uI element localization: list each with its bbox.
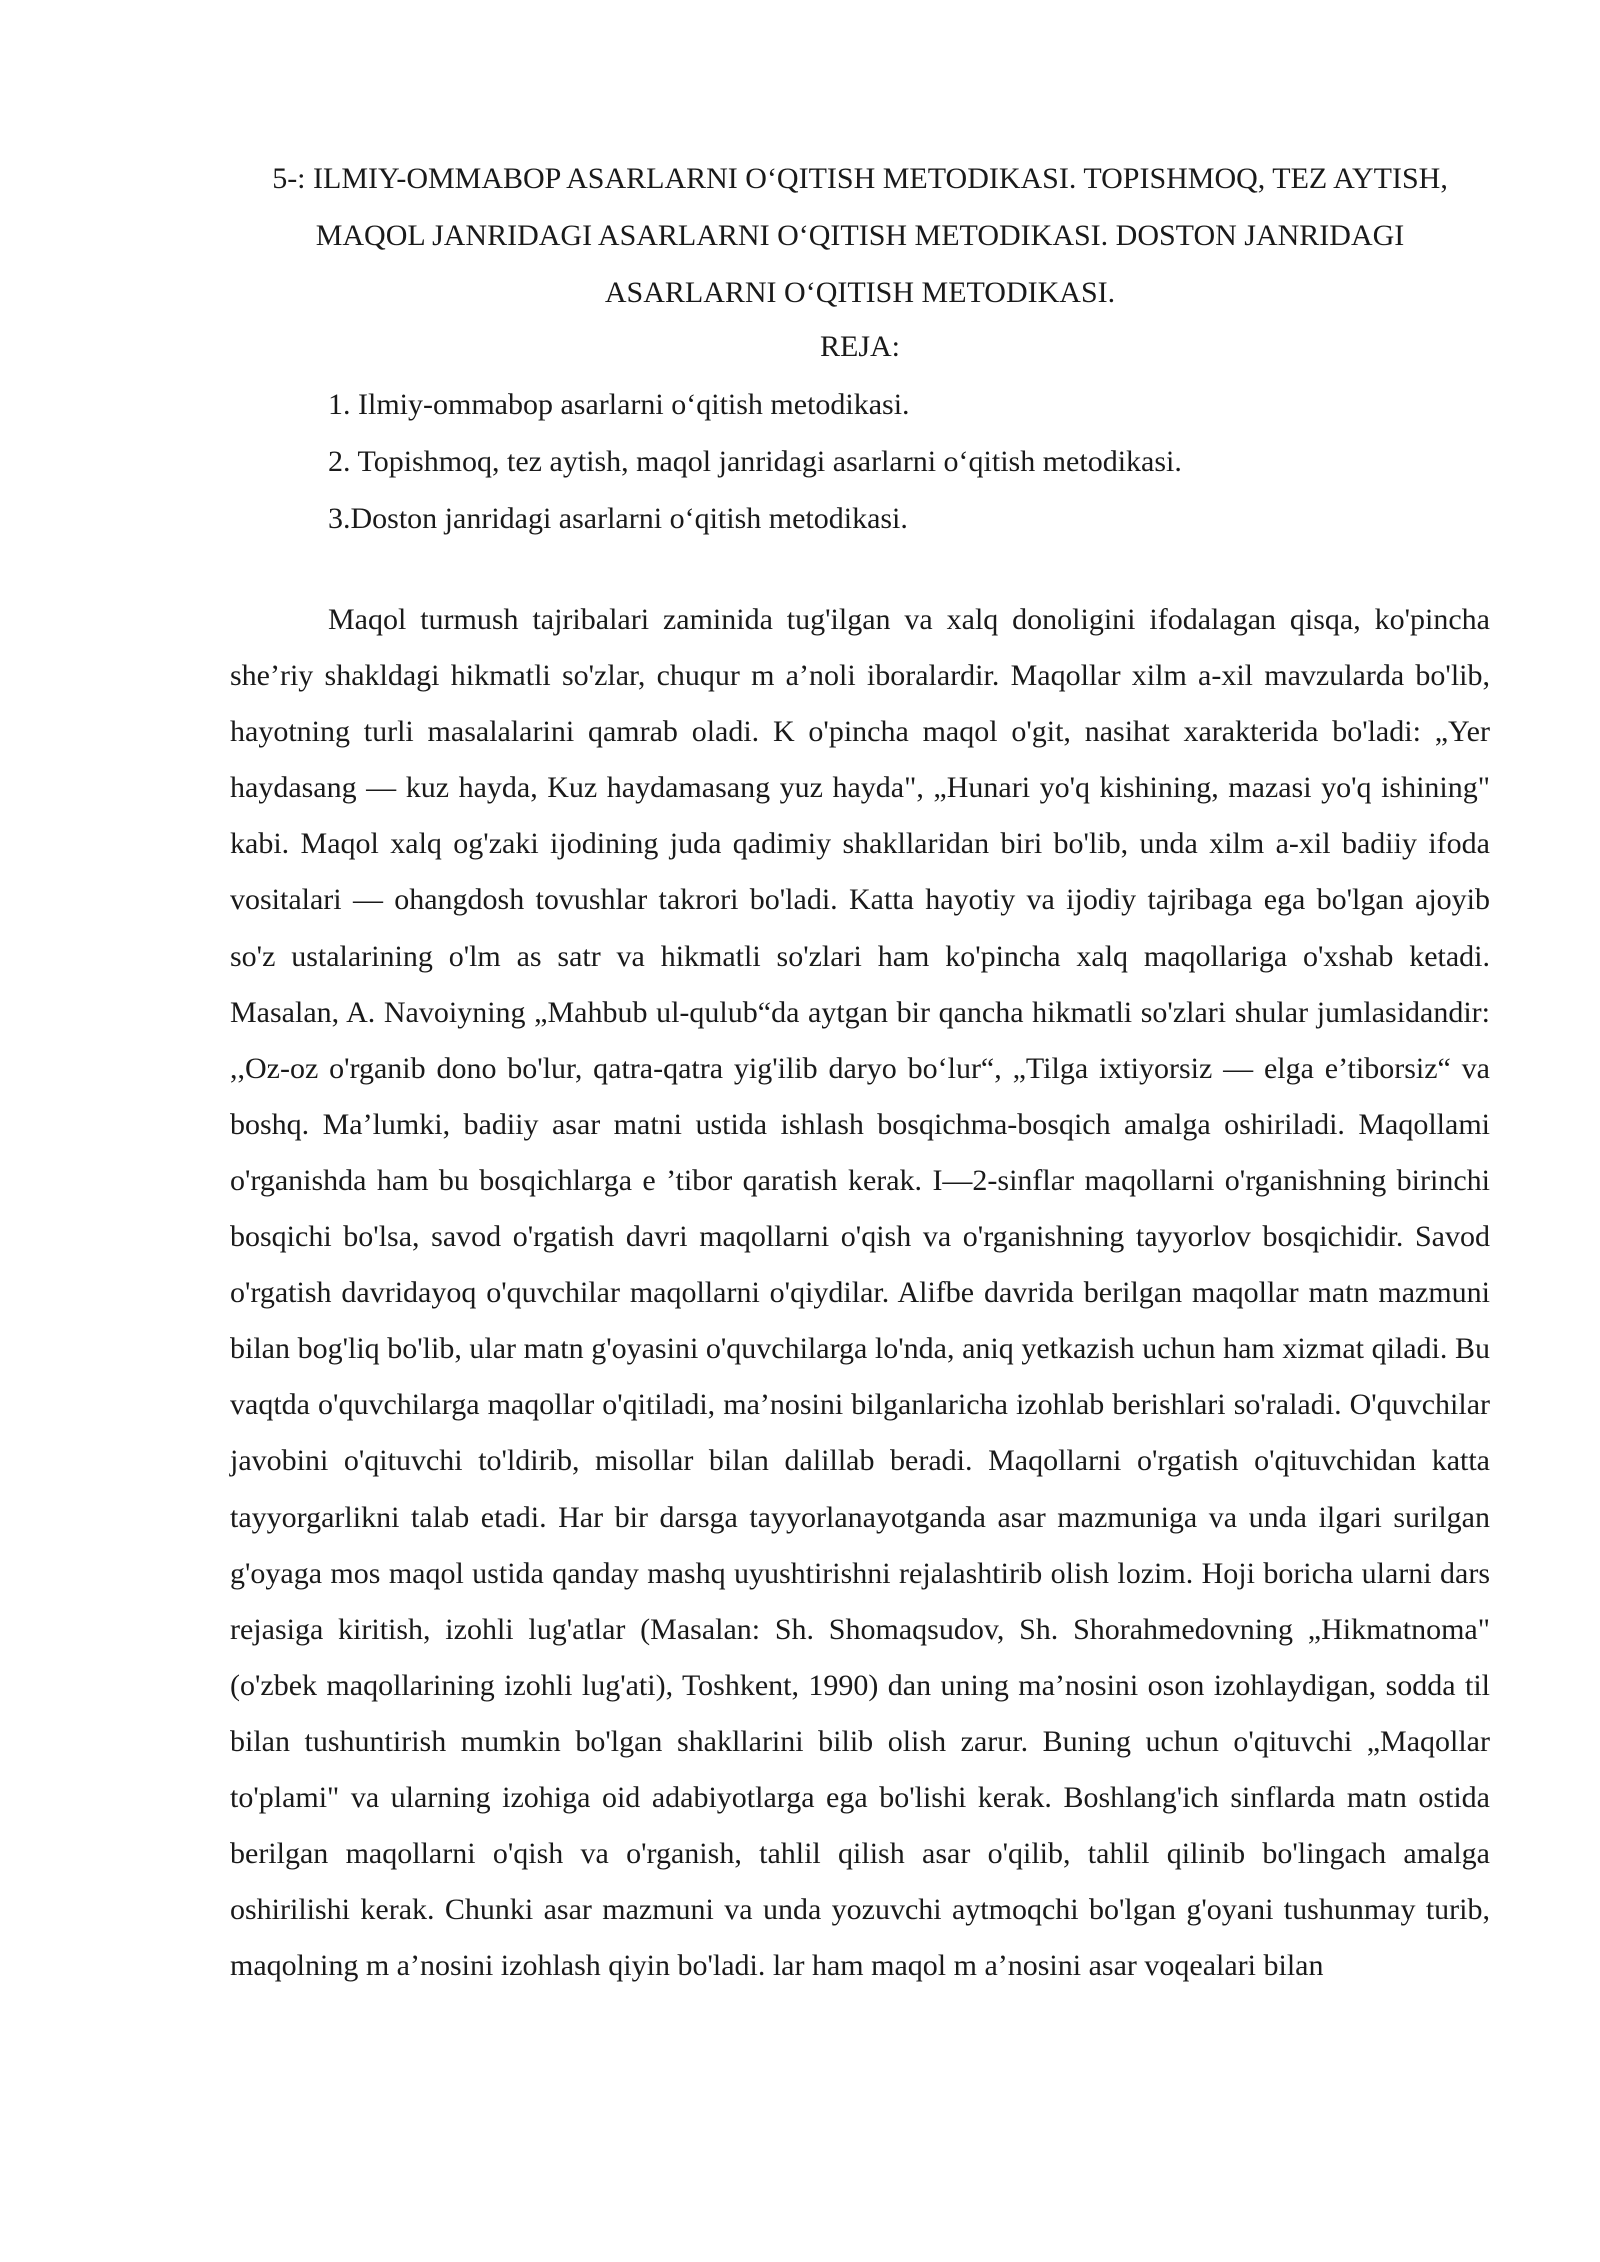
- document-title: 5-: ILMIY-OMMABOP ASARLARNI O‘QITISH METODIKASI. TOPISHMOQ, TEZ AYTISH, MAQOL JANRIDAGI ASARLARNI O‘QITISH METODIKASI. DOSTON JANRIDAGI ASARLARNI O‘QITISH METODIKASI.: [272, 162, 1448, 309]
- plan-list: [328, 376, 1182, 547]
- plan-item-2: 2. Topishmoq, tez aytish, maqol janridagi asarlarni o‘qitish metodikasi.: [328, 445, 1182, 478]
- plan-item-1: 1. Ilmiy-ommabop asarlarni o‘qitish metodikasi.: [328, 388, 910, 421]
- plan-heading: REJA:: [819, 330, 900, 363]
- plan-item-3: 3.Doston janridagi asarlarni o‘qitish metodikasi.: [328, 502, 908, 535]
- body-paragraph: Maqol turmush tajribalari zaminida tug'ilgan va xalq donoligini ifodalagan qisqa, ko'pincha she’riy shakldagi hikmatli so'zlar, chuqur m a’noli iboralardir. Maqollar xilm a-xil mavzularda bo'lib, hayotning turli masalalarini qamrab oladi. K o'pincha maqol o'git, nasihat xarakterida bo'ladi: „Yer haydasang — kuz hayda, Kuz haydamasang yuz hayda", „Hunari yo'q kishining, mazasi yo'q ishining" kabi. Maqol xalq og'zaki ijodining juda qadimiy shakllaridan biri bo'lib, unda xilm a-xil badiiy ifoda vositalari — ohangdosh tovushlar takrori bo'ladi. Katta hayotiy va ijodiy tajribaga ega bo'lgan ajoyib so'z ustalarining o'lm as satr va hikmatli so'zlari ham ko'pincha xalq maqollariga o'xshab ketadi. Masalan, A. Navoiyning „Mahbub ul-qulub“da aytgan bir qancha hikmatli so'zlari shular jumlasidandir: ,,Oz-oz o'rganib dono bo'lur, qatra-qatra yig'ilib daryo bo‘lur“, „Tilga ixtiyorsiz — elga e’tiborsiz“ va boshq. Ma’lumki, badiiy asar matni ustida ishlash bosqichma-bosqich amalga oshiriladi. Maqollami o'rganishda ham bu bosqichlarga e ’tibor qaratish kerak. I—2-sinflar maqollarni o'rganishning birinchi bosqichi bo'lsa, savod o'rgatish davri maqollarni o'qish va o'rganishning tayyorlov bosqichidir. Savod o'rgatish davridayoq o'quvchilar maqollarni o'qiydilar. Alifbe davrida berilgan maqollar matn mazmuni bilan bog'liq bo'lib, ular matn g'oyasini o'quvchilarga lo'nda, aniq yetkazish uchun ham xizmat qiladi. Bu vaqtda o'quvchilarga maqollar o'qitiladi, ma’nosini bilganlaricha izohlab berishlari so'raladi. O'quvchilar javobini o'qituvchi to'ldirib, misollar bilan dalillab beradi. Maqollarni o'rgatish o'qituvchidan katta tayyorgarlikni talab etadi. Har bir darsga tayyorlanayotganda asar mazmuniga va unda ilgari surilgan g'oyaga mos maqol ustida qanday mashq uyushtirishni rejalashtirib olish lozim. Hoji boricha ularni dars rejasiga kiritish, izohli lug'atlar (Masalan: Sh. Shomaqsudov, Sh. Shorahmedovning „Hikmatnoma" (o'zbek maqollarining izohli lug'ati), Toshkent, 1990) dan uning ma’nosini oson izohlaydigan, sodda til bilan tushuntirish mumkin bo'lgan shakllarini bilib olish zarur. Buning uchun o'qituvchi „Maqollar to'plami" va ularning izohiga oid adabiyotlarga ega bo'lishi kerak. Boshlang'ich sinflarda matn ostida berilgan maqollarni o'qish va o'rganish, tahlil qilish asar o'qilib, tahlil qilinib bo'lingach amalga oshirilishi kerak. Chunki asar mazmuni va unda yozuvchi aytmoqchi bo'lgan g'oyani tushunmay turib, maqolning m a’nosini izohlash qiyin bo'ladi. lar ham maqol m a’nosini asar voqealari bilan: [230, 603, 1490, 1983]
